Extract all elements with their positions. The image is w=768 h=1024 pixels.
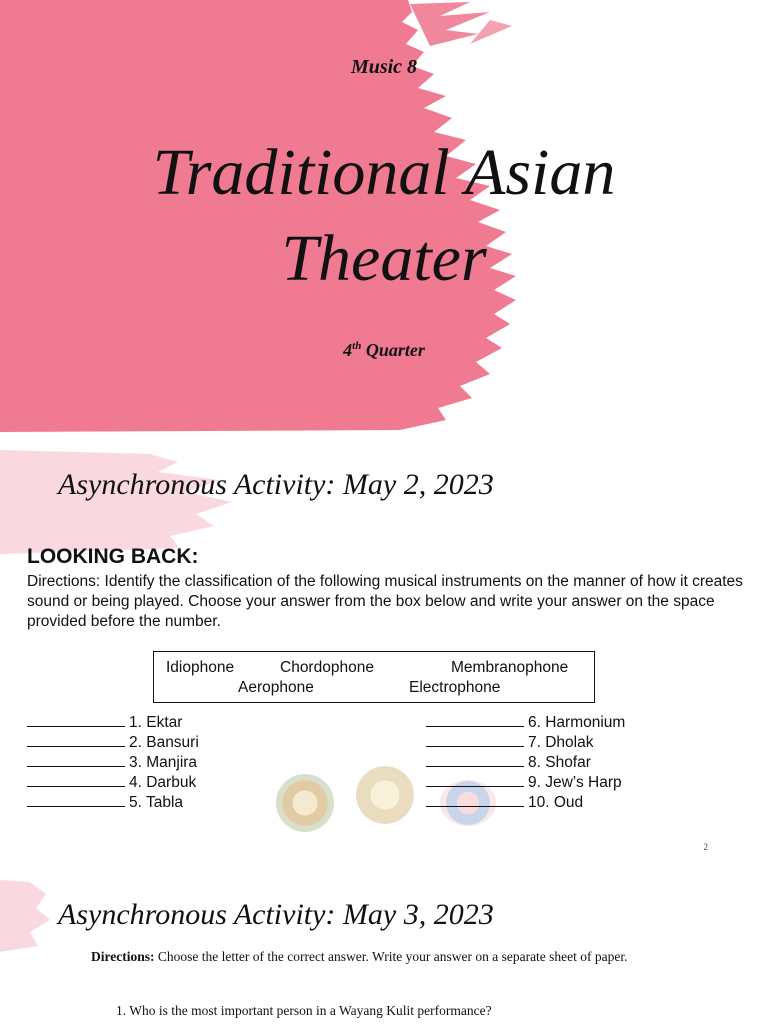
list-item bbox=[426, 713, 625, 732]
list-item bbox=[27, 753, 197, 772]
list-item bbox=[27, 773, 196, 792]
item-label: 9. Jew’s Harp bbox=[528, 774, 622, 791]
quarter-number: 4 bbox=[343, 340, 353, 360]
answer-blank[interactable] bbox=[426, 793, 524, 807]
choice-electrophone: Electrophone bbox=[409, 679, 501, 696]
school-seal bbox=[276, 774, 334, 832]
quarter-word: Quarter bbox=[365, 340, 425, 360]
quarter-ordinal: th bbox=[352, 340, 362, 352]
quarter-label bbox=[0, 340, 768, 361]
answer-blank[interactable] bbox=[27, 793, 125, 807]
answer-blank[interactable] bbox=[426, 753, 524, 767]
answer-blank[interactable] bbox=[426, 713, 524, 727]
title-line-2: Theater bbox=[281, 222, 487, 295]
choice-idiophone: Idiophone bbox=[166, 659, 235, 676]
item-label: 4. Darbuk bbox=[129, 774, 197, 791]
item-label: 3. Manjira bbox=[129, 754, 198, 771]
list-item bbox=[27, 713, 182, 732]
answer-blank[interactable] bbox=[27, 733, 125, 747]
question-1: 1. Who is the most important person in a Wayang Kulit performance? bbox=[116, 1003, 492, 1018]
item-label: 10. Oud bbox=[528, 794, 584, 811]
list-item bbox=[27, 793, 183, 812]
list-item bbox=[426, 733, 593, 752]
item-label: 8. Shofar bbox=[528, 754, 591, 771]
directions-body: Choose the letter of the correct answer. Write your answer on a separate sheet of paper. bbox=[154, 949, 628, 964]
list-item bbox=[426, 753, 591, 772]
item-label: 5. Tabla bbox=[129, 794, 184, 811]
list-item bbox=[27, 733, 199, 752]
directions-label: Directions: bbox=[91, 949, 155, 964]
page-number: 2 bbox=[703, 842, 708, 852]
item-label: 2. Bansuri bbox=[129, 734, 199, 751]
activity-slide-1 bbox=[0, 432, 768, 862]
answer-blank[interactable] bbox=[426, 773, 524, 787]
answer-blank[interactable] bbox=[426, 733, 524, 747]
title-slide bbox=[0, 0, 768, 432]
item-label: 7. Dholak bbox=[528, 734, 594, 751]
subject-label: Music 8 bbox=[350, 56, 418, 78]
answer-blank[interactable] bbox=[27, 713, 125, 727]
choices-box bbox=[153, 651, 595, 703]
choice-chordophone: Chordophone bbox=[280, 659, 374, 676]
list-item bbox=[426, 793, 583, 812]
answer-blank[interactable] bbox=[27, 753, 125, 767]
choice-membranophone: Membranophone bbox=[451, 659, 569, 676]
activity-slide-2 bbox=[0, 862, 768, 1024]
division-seal bbox=[356, 766, 414, 824]
choice-aerophone: Aerophone bbox=[238, 679, 314, 696]
answer-blank[interactable] bbox=[27, 773, 125, 787]
item-label: 1. Ektar bbox=[129, 714, 183, 731]
directions-text: Directions: Identify the classification of the following musical instruments on the manner of how it creates sound or being played. Choose your answer from the box below and write your answer on the space provided before the number. bbox=[27, 573, 743, 630]
activity-title: Asynchronous Activity: May 3, 2023 bbox=[58, 898, 494, 931]
title-line-1: Traditional Asian bbox=[152, 136, 616, 209]
looking-back-heading: LOOKING BACK: bbox=[27, 545, 199, 568]
item-label: 6. Harmonium bbox=[528, 714, 626, 731]
activity-title: Asynchronous Activity: May 2, 2023 bbox=[58, 468, 494, 501]
list-item bbox=[426, 773, 622, 792]
directions-text bbox=[91, 947, 681, 966]
